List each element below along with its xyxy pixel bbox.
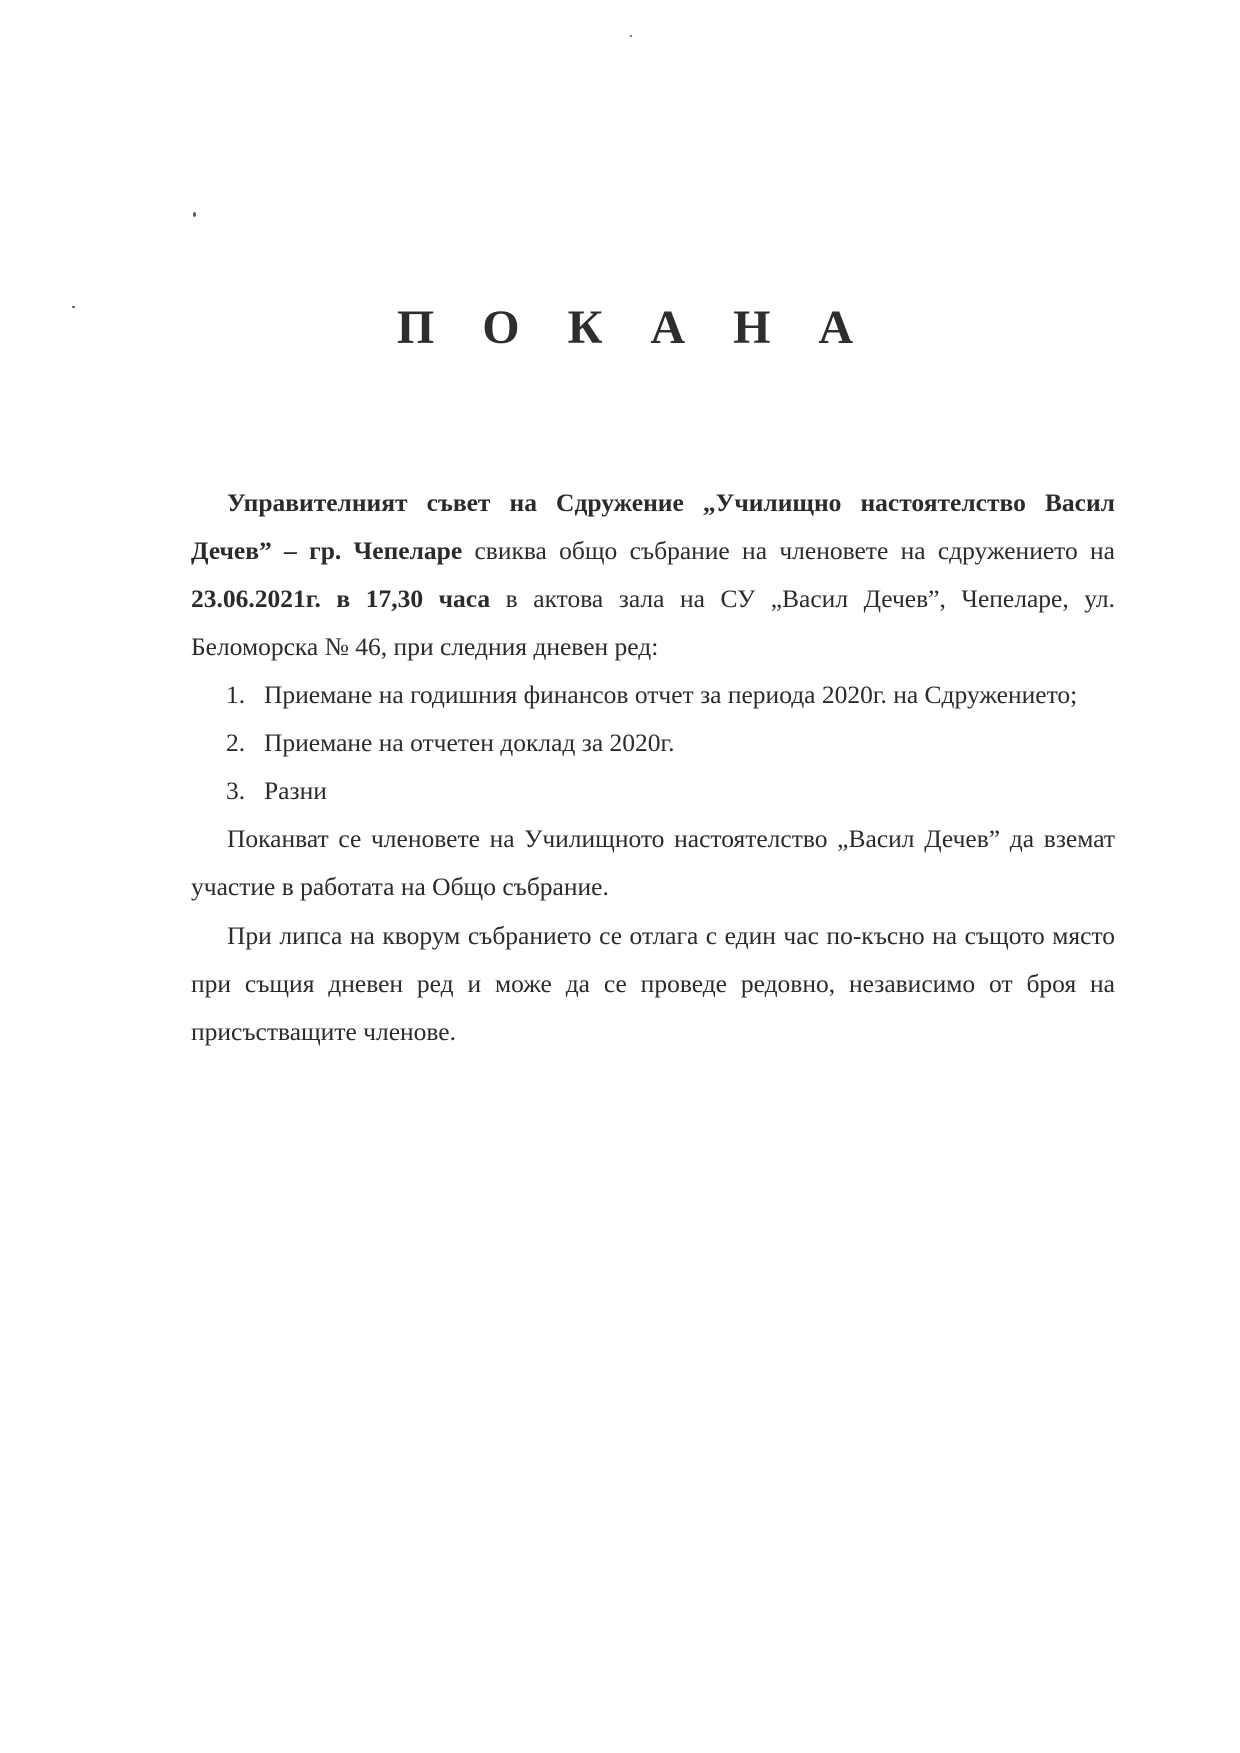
page-title: П О К А Н А [396,301,872,354]
quorum-paragraph: При липса на кворум събранието се отлага с един час по-късно на същото място при същия дневен ред и може да се проведе редовно, независимо от броя на присъстващите членове. [191,921,1115,1046]
intro-organization: Управителният съвет на Сдружение „Училищно настоятелство Васил Дечев” – гр. Чепеларе [191,488,1115,565]
agenda-item-text: Разни [264,776,327,805]
agenda-item [191,719,1115,767]
agenda-item-text: Приемане на отчетен доклад за 2020г. [264,728,675,757]
agenda-item-number: 3. [226,776,246,805]
scan-speck [193,212,196,217]
agenda-item-number: 1. [226,680,246,709]
document-body [191,479,1115,1056]
agenda-list [191,671,1115,815]
agenda-item-number: 2. [226,728,246,757]
agenda-item [191,767,1115,815]
intro-text-2: в актова зала на СУ „Васил Дечев”, Чепеларе, ул. Беломорска № 46, при следния дневен ред: [191,584,1116,661]
meeting-date: 23.06.2021г. [191,584,321,613]
intro-paragraph [191,479,1115,671]
agenda-item-text: Приемане на годишния финансов отчет за периода 2020г. на Сдружението; [264,680,1078,709]
meeting-time: в 17,30 часа [336,584,491,613]
scan-speck [630,35,632,37]
intro-space [321,584,337,613]
invite-paragraph: Поканват се членовете на Училищното настоятелство „Васил Дечев” да вземат участие в работата на Общо събрание. [191,824,1115,901]
agenda-item [191,671,1115,719]
intro-text-1: свиква общо събрание на членовете на сдружението на [462,536,1115,565]
